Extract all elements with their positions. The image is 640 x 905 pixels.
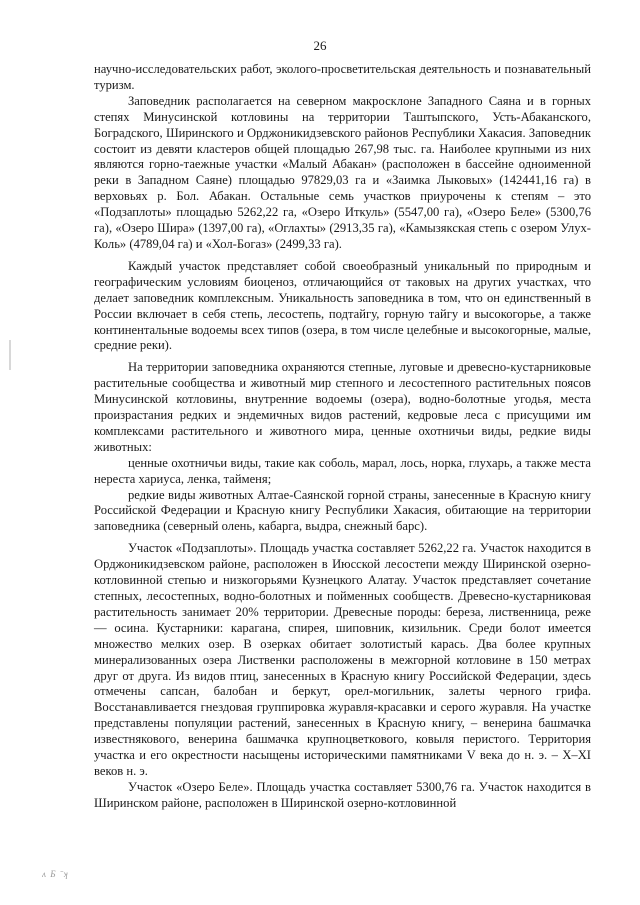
paragraph-2: Заповедник располагается на северном макросклоне Западного Саяна и в горных степях Минусинской котловины на территории Таштыпского, Усть-Абаканского, Боградского, Ширинского и Орджоникидзевского районов Республики Хакасия. Заповедник состоит из девяти кластеров общей площадью 267,98 тыс. га. Наиболее крупными из них являются горно-таежные участки «Малый Абакан» (расположен в бассейне одноименной реки в Западном Саяне) площадью 97829,03 га и «Заимка Лыковых» (142441,16 га) в верховьях р. Бол. Абакан. Остальные семь участков приурочены к степям – это «Подзаплоты» площадью 5262,22 га, «Озеро Иткуль» (5547,00 га), «Озеро Беле» (5300,76 га), «Озеро Шира» (1397,00 га), «Оглахты» (2913,35 га), «Камызякская степь с озером Улух-Коль» (4789,04 га) и «Хол-Богаз» (2499,33 га). bbox=[94, 93, 591, 251]
paragraph-1: научно-исследовательских работ, эколого-просветительская деятельность и познавательный туризм. bbox=[94, 62, 591, 92]
paragraph-7: Участок «Подзаплоты». Площадь участка составляет 5262,22 га. Участок находится в Орджоникидзевском районе, расположен в Июсской лесостепи между Ширинской озерно-котловинной степью и низкогорьями Кузнецкого Алатау. Участок представляет сочетание степных, лесостепных, водно-болотных и пойменных сообществ. Древесно-кустарниковая растительность занимает 20% территории. Древесные породы: береза, лиственница, реже — осина. Кустарники: карагана, спирея, шиповник, кизильник. Среди болот имеется множество мелких озер. В озерках обитает золотистый карась. Два более крупных минерализованных озера Лиственки расположены в межгорной котловине в 150 метрах друг от друга. Из видов птиц, занесенных в Красную книгу Российской Федерации, здесь отмечены сапсан, балобан и беркут, орел-могильник, залеты черного грифа. Восстанавливается гнездовая группировка журавля-красавки и серого журавля. На участке представлены популяции растений, занесенных в Красную книгу, – венерина башмачка известнякового, венерина башмачка крупноцветкового, ковыля перистого. Территория участка и его окрестности насыщены историческими памятниками V века до н. э. – X–XI веков н. э. bbox=[94, 541, 591, 778]
page-number: 26 bbox=[313, 38, 327, 53]
paragraph-3: Каждый участок представляет собой своеобразный уникальный по природным и географическим условиям биоценоз, отличающийся от таковых на других участках, что делает заповедник комплексным. Уникальность заповедника в том, что он единственный в России включает в себя степь, лесостепь, подтайгу, горную тайгу и высокогорье, а также континентальные водоемы всех типов (озера, в том числе целебные и высокогорные, малые, средние реки). bbox=[94, 258, 591, 353]
paragraph-4: На территории заповедника охраняются степные, луговые и древесно-кустарниковые растительные сообщества и животный мир степного и лесостепного растительных поясов Минусинской котловины, внутренние водоемы (озера), водно-болотные угодья, места произрастания редких и эндемичных видов растений, кедровые леса с присущими им комплексами растительного и животного мира, ценные охотничьи виды, редкие виды животных: bbox=[94, 360, 591, 454]
paragraph-6: редкие виды животных Алтае-Саянской горной страны, занесенные в Красную книгу Российской Федерации и Красную книгу Республики Хакасия, обитающие на территории заповедника (северный олень, кабарга, выдра, снежный барс). bbox=[94, 487, 591, 534]
footer-mark: ʌ Б ˉʞ bbox=[42, 869, 69, 879]
body-text bbox=[94, 62, 591, 812]
paragraph-5: ценные охотничьи виды, такие как соболь, марал, лось, норка, глухарь, а также места нереста хариуса, ленка, тайменя; bbox=[94, 455, 591, 486]
paragraph-8: Участок «Озеро Беле». Площадь участка составляет 5300,76 га. Участок находится в Ширинском районе, расположен в Ширинской озерно-котловинной bbox=[94, 779, 591, 810]
scan-margin-mark bbox=[9, 340, 11, 370]
